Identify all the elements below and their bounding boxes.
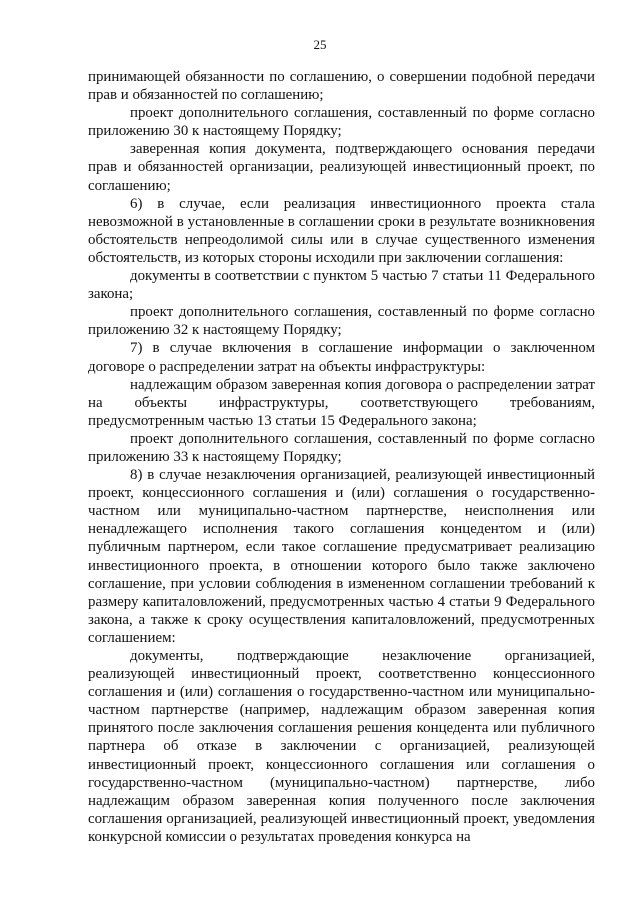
paragraph: документы, подтверждающие незаключение организацией, реализующей инвестиционный проект, соответственно концессионного соглашения и (или) соглашения о государственно-частном или муниципально-частном партнерстве (например, надлежащим образом заверенная копия принятого после заключения соглашения решения концедента или публичного партнера об отказе в заключении с организацией, реализующей инвестиционный проект, концессионного соглашения или соглашения о государственно-частном (муниципально-частном) партнерстве, либо надлежащим образом заверенная копия полученного после заключения соглашения организацией, реализующей инвестиционный проект, уведомления конкурсной комиссии о результатах проведения конкурса на (88, 648, 595, 845)
paragraph-continuation: принимающей обязанности по соглашению, о совершении подобной передачи прав и обязанностей по соглашению; (88, 69, 595, 104)
document-body (88, 68, 595, 846)
paragraph: проект дополнительного соглашения, составленный по форме согласно приложению 32 к настоящему Порядку; (88, 304, 595, 339)
paragraph-item-7: 7) в случае включения в соглашение информации о заключенном договоре о распределении затрат на объекты инфраструктуры: (88, 340, 595, 375)
page-number: 25 (313, 37, 327, 52)
paragraph: надлежащим образом заверенная копия договора о распределении затрат на объекты инфраструктуры, соответствующего требованиям, предусмотренным частью 13 статьи 15 Федерального закона; (88, 376, 595, 429)
paragraph: проект дополнительного соглашения, составленный по форме согласно приложению 30 к настоящему Порядку; (88, 105, 595, 140)
paragraph: документы в соответствии с пунктом 5 частью 7 статьи 11 Федерального закона; (88, 268, 595, 303)
paragraph: проект дополнительного соглашения, составленный по форме согласно приложению 33 к настоящему Порядку; (88, 430, 595, 465)
paragraph: заверенная копия документа, подтверждающего основания передачи прав и обязанностей организации, реализующей инвестиционный проект, по соглашению; (88, 141, 595, 194)
paragraph-item-6: 6) в случае, если реализация инвестиционного проекта стала невозможной в установленные в соглашении сроки в результате возникновения обстоятельств непреодолимой силы или в случае существенного изменения обстоятельств, из которых стороны исходили при заключении соглашения: (88, 195, 595, 266)
paragraph-item-8: 8) в случае незаключения организацией, реализующей инвестиционный проект, концессионного соглашения и (или) соглашения о государственно-частном или муниципально-частном партнерстве, неисполнения или ненадлежащего исполнения такого соглашения концедентом и (или) публичным партнером, если такое соглашение предусматривает реализацию инвестиционного проекта, в отношении которого было также заключено соглашение, при условии соблюдения в измененном соглашении требований к размеру капиталовложений, предусмотренных частью 4 статьи 9 Федерального закона, а также к сроку осуществления капиталовложений, предусмотренных соглашением: (88, 467, 595, 646)
